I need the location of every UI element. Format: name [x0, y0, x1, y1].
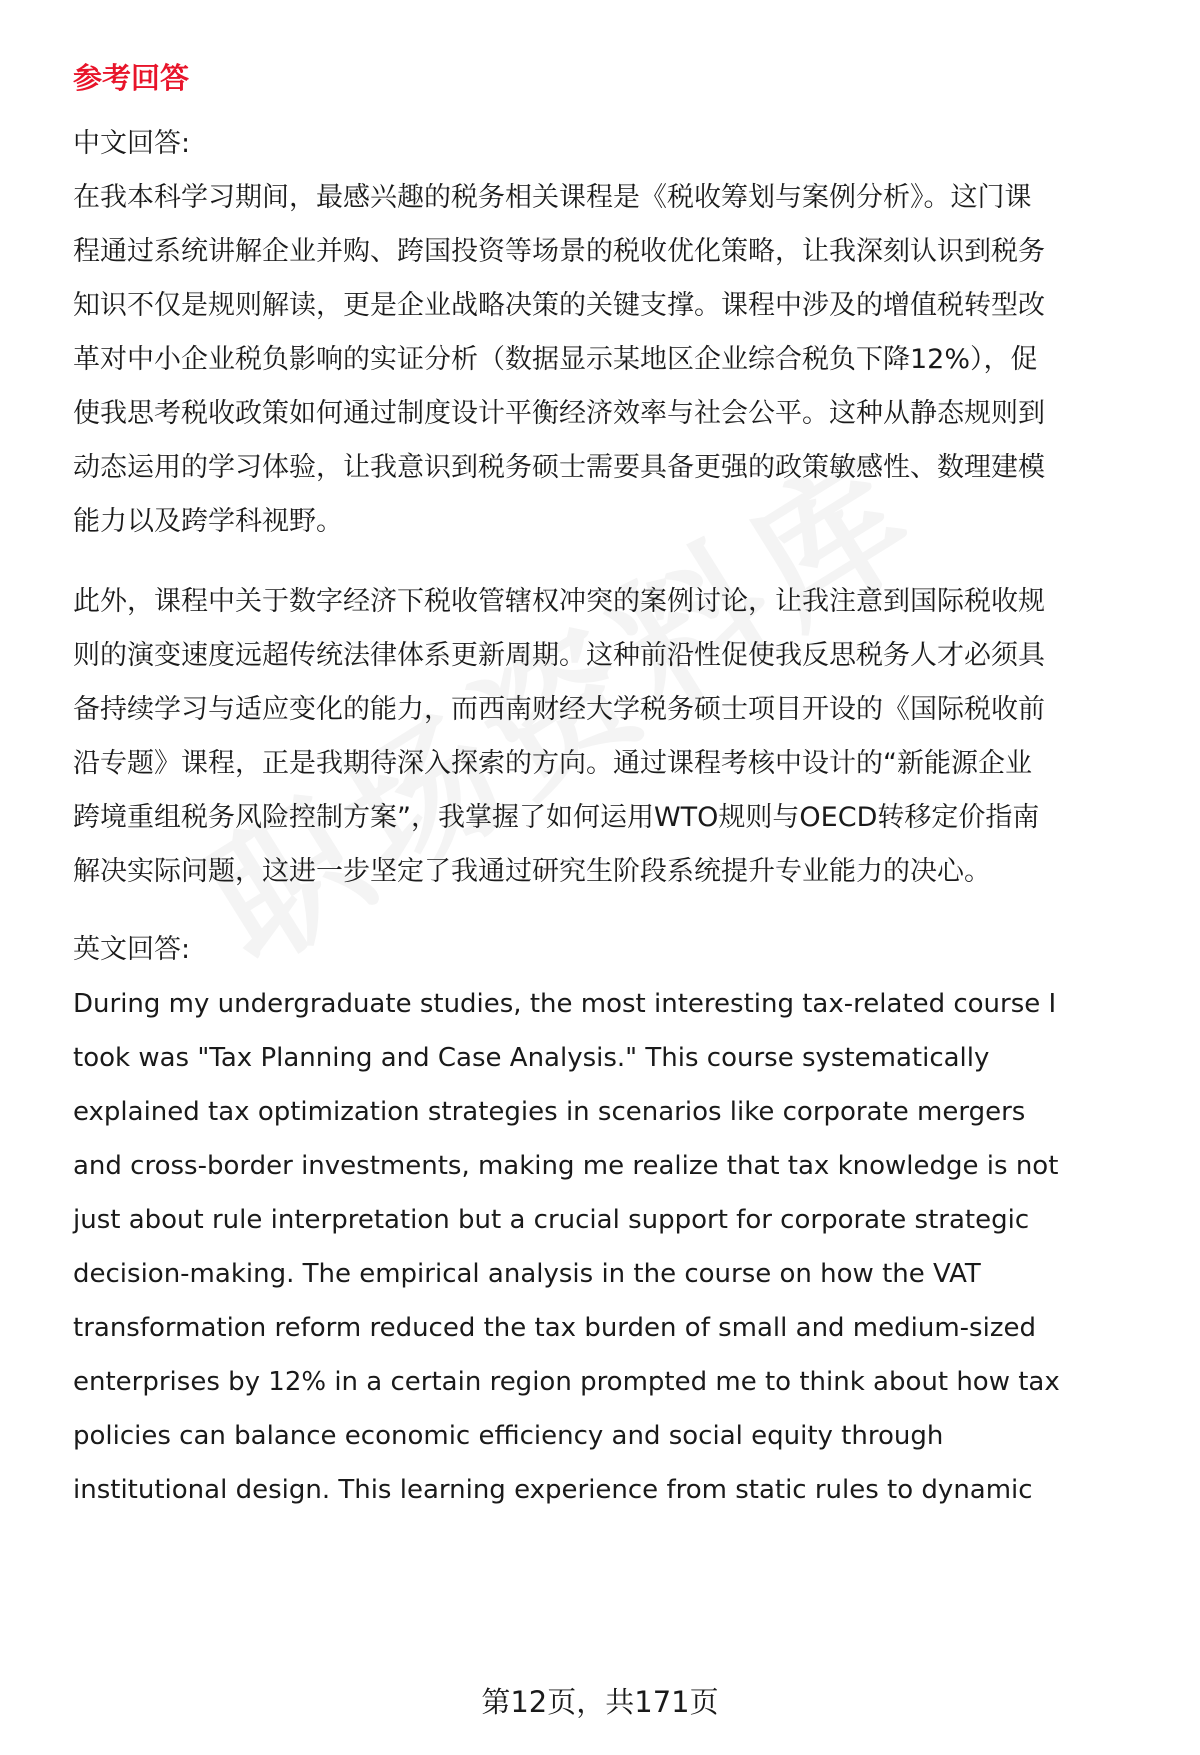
zh-para2-line: 则的演变速度远超传统法律体系更新周期。这种前沿性促使我反思税务人才必须具 — [73, 640, 1045, 671]
zh-para1-line: 能力以及跨学科视野。 — [73, 506, 343, 537]
zh-para2-line: 此外，课程中关于数字经济下税收管辖权冲突的案例讨论，让我注意到国际税收规 — [73, 586, 1045, 617]
zh-para2-line: 解决实际问题，这进一步坚定了我通过研究生阶段系统提升专业能力的决心。 — [73, 856, 991, 887]
zh-para2-line: 沿专题》课程，正是我期待深入探索的方向。通过课程考核中设计的“新能源企业 — [73, 748, 1032, 779]
section-heading: 参考回答 — [73, 61, 190, 95]
zh-para1-line: 程通过系统讲解企业并购、跨国投资等场景的税收优化策略，让我深刻认识到税务 — [73, 236, 1045, 267]
page-footer: 第12页，共171页 — [481, 1685, 719, 1719]
en-para-line: enterprises by 12% in a certain region prompted me to think about how tax — [73, 1367, 1060, 1397]
zh-para1-line: 革对中小企业税负影响的实证分析（数据显示某地区企业综合税负下降12%），促 — [73, 344, 1038, 375]
zh-para1-line: 知识不仅是规则解读，更是企业战略决策的关键支撑。课程中涉及的增值税转型改 — [73, 290, 1045, 321]
en-label: 英文回答: — [73, 934, 191, 965]
en-para-line: explained tax optimization strategies in scenarios like corporate mergers — [73, 1097, 1026, 1127]
zh-para2-line: 跨境重组税务风险控制方案”，我掌握了如何运用WTO规则与OECD转移定价指南 — [73, 802, 1040, 833]
zh-para1-line: 在我本科学习期间，最感兴趣的税务相关课程是《税收筹划与案例分析》。这门课 — [73, 182, 1032, 213]
zh-para1-line: 动态运用的学习体验，让我意识到税务硕士需要具备更强的政策敏感性、数理建模 — [73, 452, 1045, 483]
en-para-line: just about rule interpretation but a crucial support for corporate strategic — [73, 1205, 1030, 1235]
zh-para1-line: 使我思考税收政策如何通过制度设计平衡经济效率与社会公平。这种从静态规则到 — [73, 398, 1045, 429]
en-para-line: policies can balance economic efficiency and social equity through — [73, 1421, 944, 1451]
zh-para2-line: 备持续学习与适应变化的能力，而西南财经大学税务硕士项目开设的《国际税收前 — [73, 694, 1045, 725]
en-para-line: During my undergraduate studies, the most interesting tax-related course I — [73, 989, 1057, 1019]
en-para-line: and cross-border investments, making me realize that tax knowledge is not — [73, 1151, 1059, 1181]
zh-label: 中文回答: — [73, 128, 191, 159]
en-para-line: transformation reform reduced the tax burden of small and medium-sized — [73, 1313, 1036, 1343]
en-para-line: took was "Tax Planning and Case Analysis." This course systematically — [73, 1043, 990, 1073]
en-para-line: institutional design. This learning experience from static rules to dynamic — [73, 1475, 1033, 1505]
en-para-line: decision-making. The empirical analysis in the course on how the VAT — [73, 1259, 981, 1289]
